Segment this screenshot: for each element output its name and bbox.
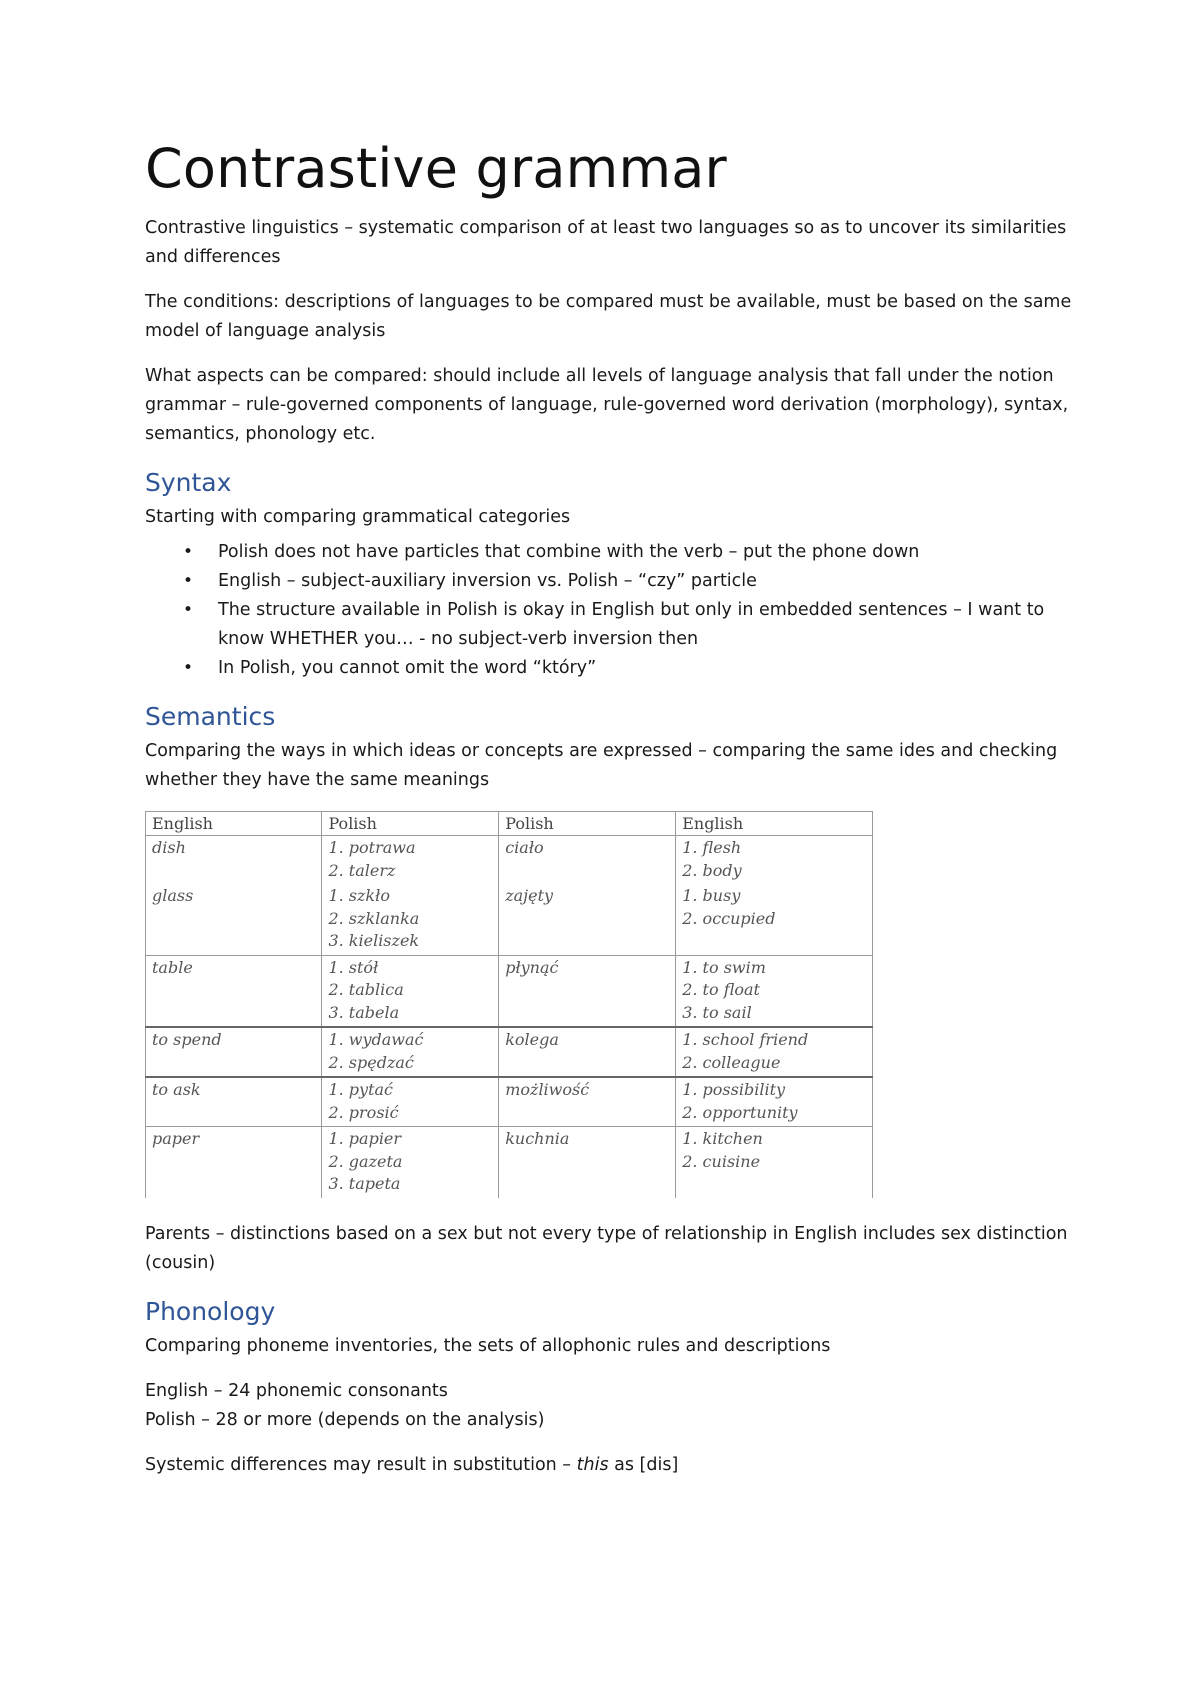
english-translations-cell (676, 955, 873, 1027)
list-item-text: Polish does not have particles that combine with the verb – put the phone down (218, 542, 920, 562)
column-header: English (146, 812, 322, 836)
table-row (146, 955, 873, 1027)
list-item (145, 596, 1075, 654)
list-item (145, 567, 1075, 596)
polish-translations-cell (322, 1027, 499, 1077)
cell-text: 3. to sail (682, 1002, 752, 1022)
list-item-text: English – subject-auxiliary inversion vs. Polish – “czy” particle (218, 571, 757, 591)
syntax-lead: Starting with comparing grammatical categories (145, 507, 571, 527)
cell-text: 1. flesh (682, 838, 742, 857)
table-row (146, 884, 873, 955)
cell-text: 2. szklanka (328, 908, 420, 928)
polish-word-cell (499, 1077, 676, 1127)
cell-text: 1. possibility (682, 1080, 786, 1099)
polish-translations-cell (322, 836, 499, 885)
polish-translations-cell (322, 1077, 499, 1127)
cell-text: 3. kieliszek (328, 931, 420, 950)
cell-text: 2. cuisine (682, 1151, 761, 1171)
cell-text: 2. gazeta (328, 1151, 403, 1171)
table-header-row (146, 812, 873, 836)
cell-text: 2. prosić (328, 1102, 399, 1122)
column-header: Polish (499, 812, 676, 836)
semantics-heading: Semantics (145, 702, 276, 731)
cell-text: 1. pytać (328, 1080, 393, 1099)
table-row (146, 836, 873, 885)
english-consonants-line: English – 24 phonemic consonants (145, 1380, 448, 1401)
polish-word-cell (499, 1127, 676, 1198)
intro-paragraph-2: The conditions: descriptions of languages to be compared must be available, must be based on the same model of language analysis (145, 292, 1072, 341)
cell-text: 1. wydawać (328, 1030, 424, 1049)
cell-text: możliwość (505, 1080, 590, 1099)
column-header: English (676, 812, 873, 836)
intro-paragraph-3: What aspects can be compared: should include all levels of language analysis that fall under the notion grammar – rule-governed components of language, rule-governed word derivation (morphology), syntax, semantics, phonology etc. (145, 366, 1069, 444)
english-translations-cell (676, 1127, 873, 1198)
cell-text: 1. szkło (328, 886, 390, 905)
cell-text: 1. kitchen (682, 1129, 763, 1148)
cell-text: to spend (152, 1030, 222, 1049)
cell-text: 1. school friend (682, 1030, 809, 1049)
english-word-cell (146, 1127, 322, 1198)
english-word-cell (146, 1077, 322, 1127)
semantics-note: Parents – distinctions based on a sex but not every type of relationship in English includes sex distinction (cousin) (145, 1223, 1068, 1273)
cell-text: 2. tablica (328, 980, 404, 999)
english-word-cell (146, 884, 322, 955)
cell-text: 1. busy (682, 886, 741, 905)
table-row (146, 1077, 873, 1127)
table-row (146, 1127, 873, 1198)
cell-text: 1. stół (328, 957, 379, 977)
cell-text: to ask (152, 1080, 201, 1099)
list-item (145, 538, 1075, 567)
syntax-bullet-list (145, 538, 1075, 683)
page-title: Contrastive grammar (145, 137, 727, 200)
cell-text: 2. opportunity (682, 1102, 798, 1122)
vocabulary-table (145, 811, 873, 1198)
list-item-text: The structure available in Polish is okay in English but only in embedded sentences – I want to know WHETHER you… - no subject-verb inversion then (218, 600, 1045, 649)
column-header: Polish (322, 812, 499, 836)
intro-paragraph-1: Contrastive linguistics – systematic comparison of at least two languages so as to uncover its similarities and differences (145, 218, 1067, 267)
english-translations-cell (676, 836, 873, 885)
cell-text: kuchnia (505, 1129, 570, 1148)
cell-text: 3. tapeta (328, 1174, 401, 1193)
bullet-icon: • (183, 600, 194, 620)
semantics-lead: Comparing the ways in which ideas or concepts are expressed – comparing the same ides and checking whether they have the same meanings (145, 741, 1058, 790)
phonology-lead: Comparing phoneme inventories, the sets of allophonic rules and descriptions (145, 1335, 831, 1356)
cell-text: zajęty (505, 886, 554, 905)
english-translations-cell (676, 884, 873, 955)
cell-text: dish (152, 838, 186, 857)
english-word-cell (146, 1027, 322, 1077)
english-translations-cell (676, 1077, 873, 1127)
english-translations-cell (676, 1027, 873, 1077)
cell-text: 2. body (682, 860, 742, 880)
polish-word-cell (499, 884, 676, 955)
cell-text: kolega (505, 1030, 559, 1049)
cell-text: 3. tabela (328, 1002, 400, 1022)
substitution-text-end: as [dis] (608, 1454, 679, 1475)
english-word-cell (146, 836, 322, 885)
list-item (145, 654, 1075, 683)
polish-translations-cell (322, 955, 499, 1027)
cell-text: 1. potrawa (328, 838, 416, 857)
substitution-example: this (576, 1454, 609, 1475)
document-page (145, 138, 1075, 1496)
substitution-note (145, 1451, 1075, 1480)
cell-text: glass (152, 886, 194, 905)
cell-text: table (152, 957, 193, 977)
cell-text: paper (152, 1129, 200, 1148)
table-row (146, 1027, 873, 1077)
polish-consonants-line: Polish – 28 or more (depends on the analysis) (145, 1409, 545, 1430)
cell-text: ciało (505, 838, 544, 857)
cell-text: płynąć (505, 957, 559, 977)
cell-text: 2. occupied (682, 908, 776, 928)
bullet-icon: • (183, 542, 194, 562)
polish-word-cell (499, 836, 676, 885)
cell-text: 2. talerz (328, 860, 396, 880)
polish-translations-cell (322, 1127, 499, 1198)
bullet-icon: • (183, 658, 194, 678)
english-word-cell (146, 955, 322, 1027)
bullet-icon: • (183, 571, 194, 591)
cell-text: 1. to swim (682, 957, 766, 977)
polish-word-cell (499, 955, 676, 1027)
cell-text: 2. colleague (682, 1052, 781, 1072)
phonology-counts (145, 1377, 1075, 1435)
polish-translations-cell (322, 884, 499, 955)
cell-text: 2. spędzać (328, 1052, 414, 1072)
cell-text: 1. papier (328, 1129, 402, 1148)
list-item-text: In Polish, you cannot omit the word “który” (218, 658, 597, 678)
syntax-heading: Syntax (145, 468, 232, 497)
phonology-heading: Phonology (145, 1296, 276, 1326)
cell-text: 2. to float (682, 980, 760, 999)
substitution-text: Systemic differences may result in substitution – (145, 1454, 577, 1475)
vocabulary-table-image (145, 811, 873, 1198)
polish-word-cell (499, 1027, 676, 1077)
